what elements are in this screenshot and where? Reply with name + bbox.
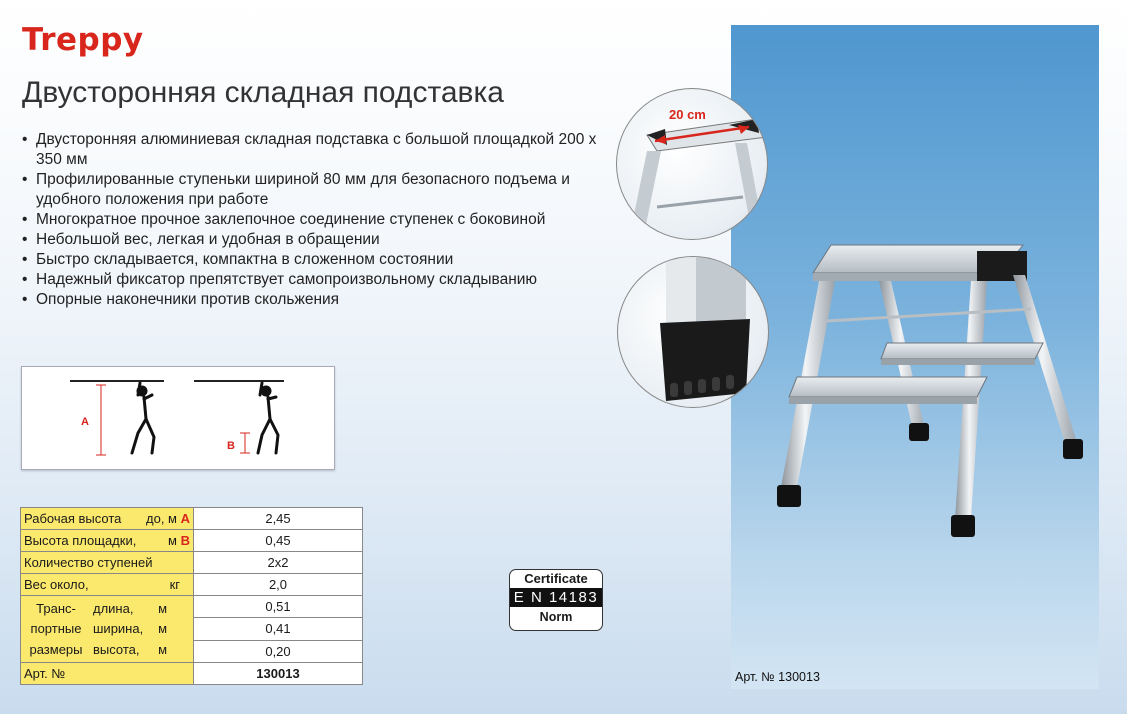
product-photo xyxy=(731,25,1099,689)
feature-item: • Двусторонняя алюминиевая складная подставка с большой площадкой 200 х 350 мм xyxy=(20,130,620,170)
height-diagram xyxy=(21,366,335,470)
spec-unit: кг xyxy=(169,577,180,592)
feature-item: • Профилированные ступеньки шириной 80 мм для безопасного подъема и удобного положения при работе xyxy=(20,170,620,210)
feature-item: • Опорные наконечники против скольжения xyxy=(20,290,620,310)
specs-table xyxy=(20,507,363,685)
spec-unit: до, м xyxy=(146,511,177,526)
spec-label: ширина, xyxy=(93,621,144,637)
certificate-standard: E N 14183 xyxy=(510,588,602,607)
spec-row-working-height xyxy=(21,508,363,530)
spec-label: высота, xyxy=(93,642,140,658)
spec-value: 0,45 xyxy=(194,530,363,552)
feature-item: • Многократное прочное заклепочное соединение ступенек с боковиной xyxy=(20,210,620,230)
feature-item: • Надежный фиксатор препятствует самопроизвольному складыванию xyxy=(20,270,620,290)
spec-value: 2,45 xyxy=(194,508,363,530)
spec-row-article xyxy=(21,663,363,685)
spec-label: Количество ступеней xyxy=(21,552,194,574)
certificate-badge xyxy=(509,569,603,631)
rubber-foot-detail xyxy=(617,256,769,408)
photo-caption: Арт. № 130013 xyxy=(735,670,820,684)
width-label: 20 cm xyxy=(669,107,706,122)
spec-row-transport-length xyxy=(21,596,363,618)
height-diagram-illustration xyxy=(22,367,334,469)
spec-row-steps xyxy=(21,552,363,574)
certificate-norm: Norm xyxy=(539,610,573,624)
spec-label: Арт. № xyxy=(21,663,194,685)
spec-value: 0,41 xyxy=(194,618,363,640)
marker-b: B xyxy=(180,533,190,548)
spec-label: Высота площадки, xyxy=(24,533,137,548)
spec-row-platform-height xyxy=(21,530,363,552)
spec-unit: м xyxy=(158,600,167,616)
platform-width-illustration xyxy=(617,89,767,239)
spec-value: 2x2 xyxy=(194,552,363,574)
feature-item: • Быстро складывается, компактна в сложенном состоянии xyxy=(20,250,620,270)
spec-row-weight xyxy=(21,574,363,596)
feature-item: • Небольшой вес, легкая и удобная в обращении xyxy=(20,230,620,250)
spec-label: длина, xyxy=(93,600,134,616)
brand-logo: Treppy xyxy=(22,22,144,58)
spec-unit: м xyxy=(158,621,167,637)
spec-value: 0,51 xyxy=(194,596,363,618)
marker-a: A xyxy=(180,511,190,526)
spec-label: Вес около, xyxy=(24,577,89,592)
label-a: A xyxy=(81,416,89,428)
spec-unit: м xyxy=(168,533,177,548)
worker-figure xyxy=(132,383,154,453)
platform-width-detail xyxy=(616,88,768,240)
spec-value: 130013 xyxy=(194,663,363,685)
transport-label: Транс- портные размеры xyxy=(29,600,83,658)
spec-label: Рабочая высота xyxy=(24,511,122,526)
spec-value: 2,0 xyxy=(194,574,363,596)
certificate-title: Certificate xyxy=(524,571,588,586)
feature-list xyxy=(20,130,620,310)
worker-figure-step xyxy=(258,383,278,453)
rubber-foot-illustration xyxy=(618,257,768,407)
page-title: Двусторонняя складная подставка xyxy=(22,76,504,109)
label-b: B xyxy=(227,440,235,452)
spec-value: 0,20 xyxy=(194,640,363,662)
spec-unit: м xyxy=(158,642,167,658)
step-stool-illustration xyxy=(731,25,1099,689)
